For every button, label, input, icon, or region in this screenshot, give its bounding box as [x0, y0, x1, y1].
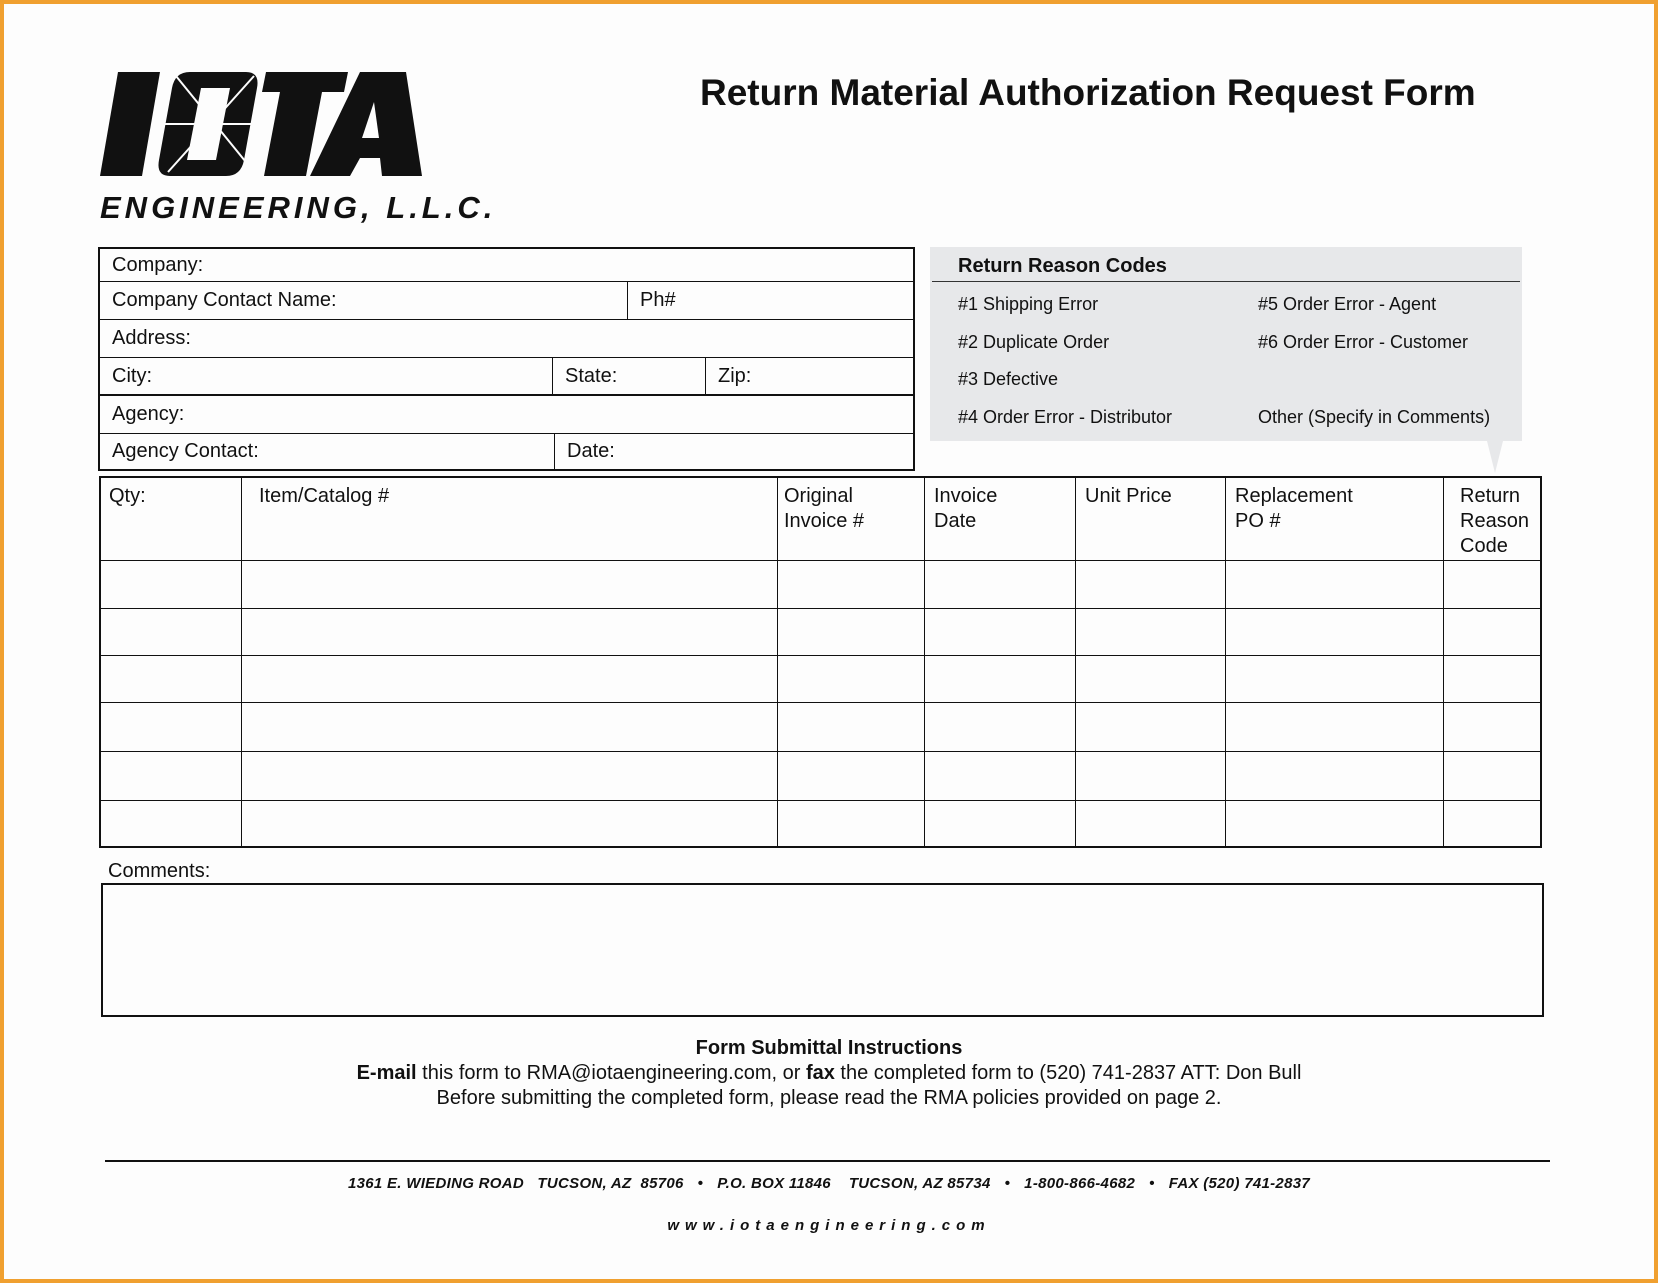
items-table	[99, 476, 1542, 848]
reason-code-5: #5 Order Error - Agent	[1258, 294, 1437, 314]
contact-name-field[interactable]	[100, 282, 627, 319]
header-divider	[101, 560, 1540, 561]
column-divider	[1443, 478, 1444, 846]
footer-separator: •	[1004, 1175, 1011, 1192]
column-header-invoice-date: Invoice Date	[934, 485, 998, 532]
column-header-item: Item/Catalog #	[259, 485, 390, 507]
email-text: this form to RMA@iotaengineering.com, or	[416, 1062, 806, 1084]
phone-label: Ph#	[640, 289, 676, 311]
column-header-unit-price: Unit Price	[1085, 485, 1172, 507]
footer-street-address: 1361 E. WIEDING ROAD TUCSON, AZ 85706	[347, 1175, 684, 1192]
instructions-note: Before submitting the completed form, please read the RMA policies provided on page 2.	[436, 1087, 1222, 1109]
instructions-heading: Form Submittal Instructions	[695, 1037, 963, 1059]
customer-info-table	[98, 247, 915, 471]
state-field[interactable]	[552, 358, 705, 394]
instructions-line	[0, 1061, 1658, 1086]
agency-contact-row	[100, 434, 913, 469]
date-label: Date:	[567, 440, 615, 462]
contact-row	[100, 282, 913, 320]
fax-text: the completed form to (520) 741-2837 ATT: Don Bull	[834, 1062, 1302, 1084]
agency-contact-field[interactable]	[100, 434, 554, 469]
column-divider	[1225, 478, 1226, 846]
city-field[interactable]	[100, 358, 552, 394]
footer-fax: FAX (520) 741-2837	[1168, 1175, 1311, 1192]
column-header-qty: Qty:	[109, 485, 146, 507]
address-field[interactable]	[100, 320, 913, 357]
column-divider	[924, 478, 925, 846]
reason-codes-pointer	[1487, 441, 1503, 473]
phone-field[interactable]	[627, 282, 913, 319]
column-header-replacement-po: Replacement PO #	[1235, 485, 1353, 532]
company-row	[100, 249, 913, 282]
zip-label: Zip:	[718, 364, 752, 387]
iota-logo-mark	[98, 66, 428, 186]
row-divider	[101, 608, 1540, 609]
reason-codes-divider	[932, 281, 1520, 282]
footer-phone: 1-800-866-4682	[1024, 1175, 1136, 1192]
row-divider	[101, 751, 1540, 752]
logo-subtitle: ENGINEERING, L.L.C.	[100, 190, 497, 225]
column-divider	[1075, 478, 1076, 846]
footer-divider	[105, 1160, 1550, 1162]
agency-contact-label: Agency Contact:	[112, 440, 259, 462]
date-field[interactable]	[554, 434, 913, 469]
reason-code-1: #1 Shipping Error	[958, 294, 1099, 314]
fax-emphasis: fax	[805, 1062, 835, 1084]
zip-field[interactable]	[705, 358, 913, 394]
footer-address	[0, 1175, 1658, 1192]
row-divider	[101, 655, 1540, 656]
column-divider	[777, 478, 778, 846]
row-divider	[101, 702, 1540, 703]
agency-label: Agency:	[112, 403, 185, 425]
footer-separator: •	[1149, 1175, 1155, 1192]
city-row	[100, 358, 913, 396]
column-divider	[241, 478, 242, 846]
submittal-instructions	[0, 1036, 1658, 1111]
reason-code-4: #4 Order Error - Distributor	[958, 407, 1173, 427]
company-label: Company:	[112, 253, 204, 276]
company-field[interactable]	[100, 249, 913, 281]
reason-code-2: #2 Duplicate Order	[958, 332, 1110, 352]
comments-label: Comments:	[108, 860, 211, 882]
column-header-original-invoice: Original Invoice #	[784, 485, 865, 532]
row-divider	[101, 800, 1540, 801]
footer-po-box: P.O. BOX 11846 TUCSON, AZ 85734	[717, 1175, 991, 1192]
contact-name-label: Company Contact Name:	[112, 289, 337, 311]
reason-codes-panel	[930, 247, 1522, 441]
reason-code-other: Other (Specify in Comments)	[1258, 407, 1491, 427]
footer-website: www.iotaengineering.com	[667, 1217, 991, 1234]
state-label: State:	[565, 364, 618, 387]
comments-box[interactable]	[101, 883, 1544, 1017]
agency-field[interactable]	[100, 396, 913, 433]
footer-separator: •	[697, 1175, 704, 1192]
page-title: Return Material Authorization Request Form	[700, 72, 1476, 113]
city-label: City:	[112, 364, 152, 387]
agency-row	[100, 396, 913, 434]
reason-codes-title: Return Reason Codes	[958, 255, 1167, 277]
reason-code-6: #6 Order Error - Customer	[1258, 332, 1469, 352]
email-emphasis: E-mail	[356, 1062, 417, 1084]
address-label: Address:	[112, 327, 191, 349]
reason-code-3: #3 Defective	[958, 369, 1059, 389]
address-row	[100, 320, 913, 358]
column-header-return-reason: Return Reason Code	[1460, 485, 1529, 557]
